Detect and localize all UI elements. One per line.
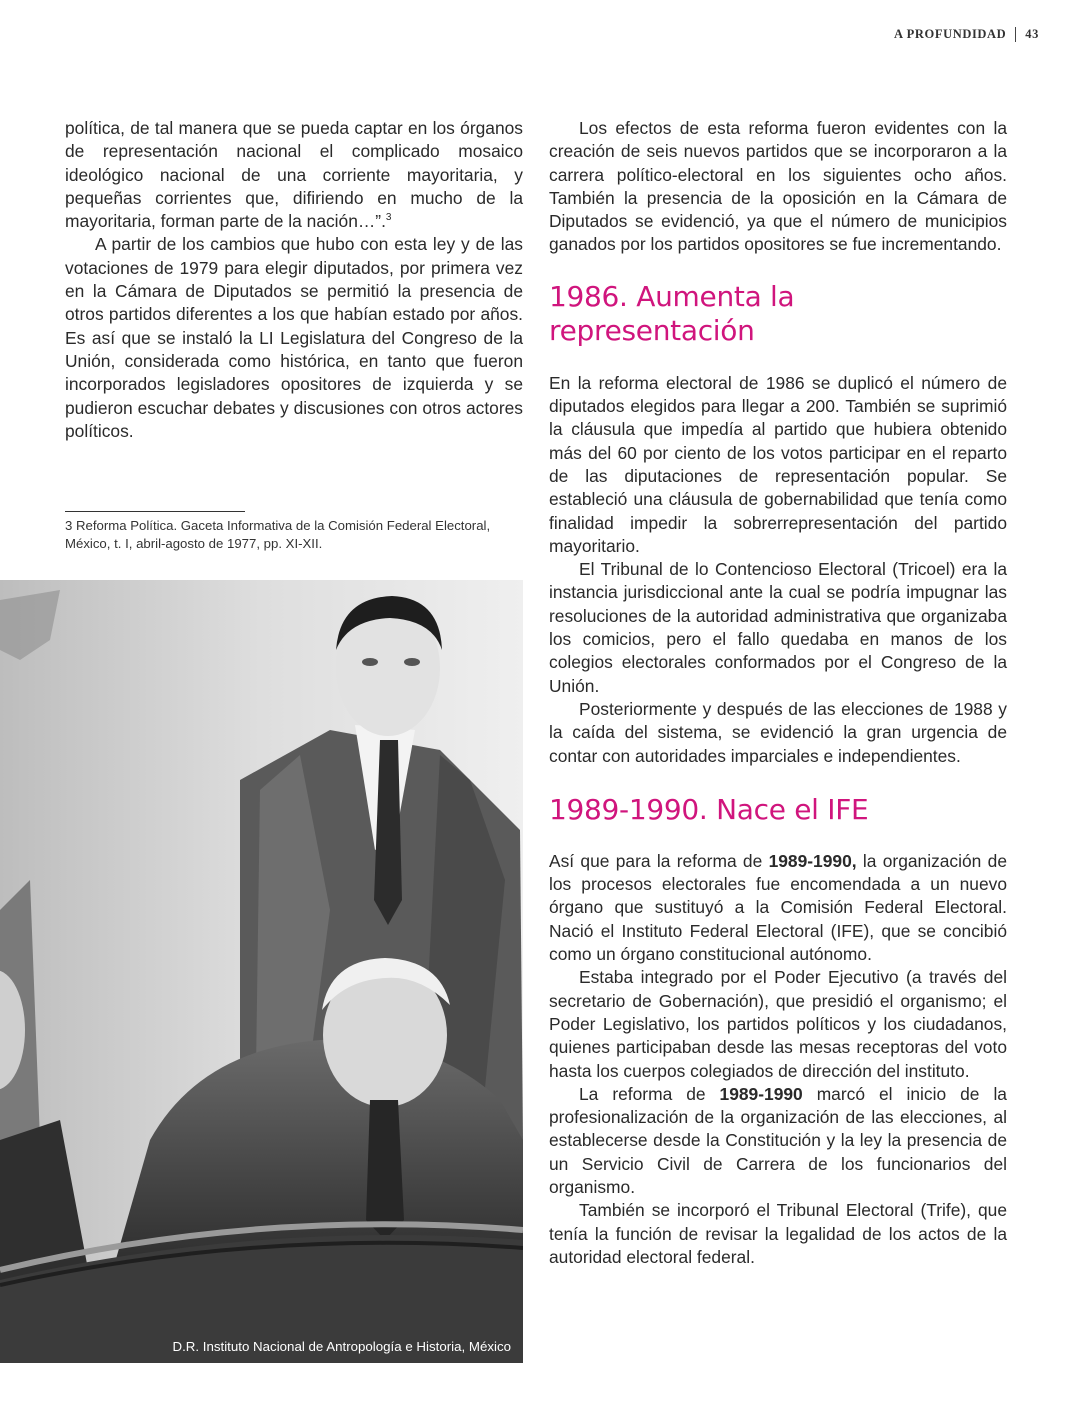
right-paragraph-5 <box>549 850 1007 966</box>
right-paragraph-2: En la reforma electoral de 1986 se duplicó el número de diputados elegidos para llegar a 200. También se suprimió la cláusula que impedía al partido que hubiera obtenido más del 60 por ciento de los votos participar en el reparto de las diputaciones de representación popular. Se estableció una cláusula de gobernabilidad que tenía como finalidad impedir la sobrerrepresentación del partido mayoritario. <box>549 372 1007 556</box>
heading-1989: 1989-1990. Nace el IFE <box>549 792 869 826</box>
running-header <box>894 27 1039 42</box>
left-paragraph-1-text: política, de tal manera que se pueda captar en los órganos de representación nacional el complicado mosaico ideológico nacional de una corriente mayoritaria, y pequeñas corrientes que, difiriendo en mucho de la mayoritaria, forman parte de la nación…”. <box>65 118 523 232</box>
right-paragraph-8: También se incorporó el Tribunal Electoral (Trife), que tenía la función de revisar la legalidad de los actos de la autoridad electoral federal. <box>549 1200 1007 1267</box>
left-column <box>65 117 523 443</box>
p5-text-a: Así que para la reforma de <box>549 850 769 871</box>
footnote: 3 Reforma Política. Gaceta Informativa de la Comisión Federal Electoral, México, t. I, abril-agosto de 1977, pp. XI-XII. <box>65 518 491 551</box>
footnote-divider <box>65 511 245 512</box>
photo-credit: D.R. Instituto Nacional de Antropología e Historia, México <box>172 1339 511 1354</box>
left-paragraph-1 <box>65 117 523 233</box>
right-column <box>549 117 1007 1269</box>
right-paragraph-7 <box>549 1083 1007 1199</box>
p7-bold-years: 1989-1990 <box>719 1083 803 1104</box>
right-paragraph-3: El Tribunal de lo Contencioso Electoral (Tricoel) era la instancia jurisdiccional ante la cual se podría impugnar las resoluciones de la autoridad administrativa que organizaba los comicios, pero el fallo quedaba en manos de los colegios electorales conformados por el Congreso de la Unión. <box>549 559 1007 696</box>
footnote-marker: 3 <box>385 212 392 224</box>
header-divider <box>1015 27 1016 42</box>
heading-1986: 1986. Aumenta la representación <box>549 279 795 347</box>
p7-text-b: marcó el inicio de la profesionalización de la organización de las elecciones, al establecerse desde la Constitución y la ley la presencia de un Servicio Civil de Carrera de los funcionarios del organismo. <box>549 1083 1007 1197</box>
p5-text-b: la organización de los procesos electorales fue encomendada a un nuevo órgano que sustituyó a la Comisión Federal Electoral. Nació el Instituto Federal Electoral (IFE), que se concibió como un órgano constitucional autónomo. <box>549 850 1007 965</box>
page-number: 43 <box>1025 27 1039 41</box>
right-paragraph-4: Posteriormente y después de las elecciones de 1988 y la caída del sistema, se evidenció la gran urgencia de contar con autoridades imparciales e independientes. <box>549 698 1007 766</box>
p5-bold-years: 1989-1990, <box>768 850 857 871</box>
left-paragraph-2: A partir de los cambios que hubo con esta ley y de las votaciones de 1979 para elegir diputados, por primera vez en la Cámara de Diputados se permitió la presencia de otros partidos diferentes a los que habían estado por años. Es así que se instaló la LI Legislatura del Congreso de la Unión, considerada como histórica, en tanto que fueron incorporados legisladores opositores de izquierda y se pudieron escuchar debates y discusiones con otros actores políticos. <box>65 234 523 441</box>
right-paragraph-1: Los efectos de esta reforma fueron evidentes con la creación de seis nuevos partidos que se incorporaron a la carrera político-electoral en los siguientes ocho años. También la presencia de la oposición en la Cámara de Diputados se evidenció, ya que el número de municipios ganados por los partidos opositores se fue incrementando. <box>549 118 1007 255</box>
historical-photo <box>0 580 523 1363</box>
right-paragraph-6: Estaba integrado por el Poder Ejecutivo (a través del secretario de Gobernación), que presidió el organismo; el Poder Legislativo, los partidos políticos y los ciudadanos, quienes participaban desde las mesas receptoras del voto hasta los cuerpos colegiados de dirección del instituto. <box>549 967 1007 1081</box>
photo-illustration <box>0 580 523 1363</box>
p7-text-a: La reforma de <box>579 1083 720 1104</box>
section-title: A PROFUNDIDAD <box>893 27 1007 41</box>
